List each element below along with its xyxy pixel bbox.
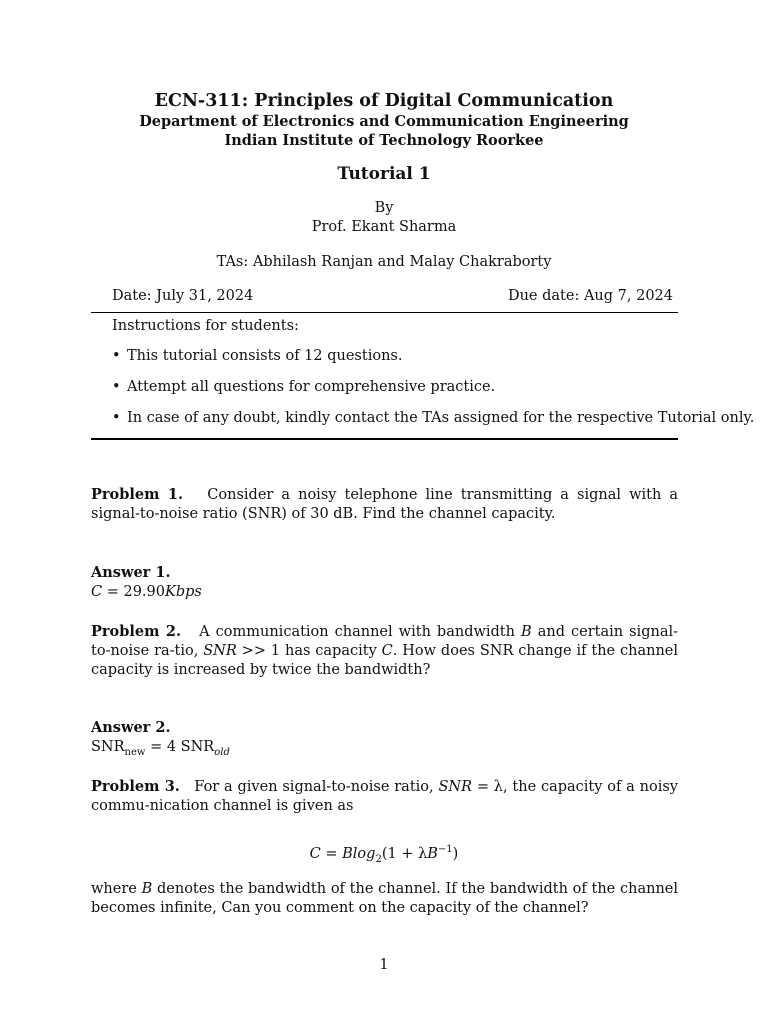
- bullet-icon: •: [112, 410, 121, 426]
- instruction-item: • Attempt all questions for comprehensive practice.: [112, 379, 496, 395]
- answer-label: Answer 2.: [91, 719, 171, 736]
- problem-text: Consider a noisy telephone line transmitting a signal with a signal-to-noise ratio (SNR) of 30 dB. Find the channel capacity.: [91, 487, 678, 522]
- by-label: By: [374, 200, 394, 216]
- problem-1: [91, 485, 678, 524]
- issue-date: Date: July 31, 2024: [112, 288, 254, 304]
- problem-label: Problem 3.: [91, 778, 180, 795]
- problem-2: Problem 2. A communication channel with bandwidth B and certain signal-to-noise ra-tio, SNR >> 1 has capacity C. How does SNR change if the channel capacity is increased by twice the bandwidth?: [91, 623, 678, 678]
- answer-1: Answer 1. C = 29.90Kbps: [91, 564, 202, 600]
- course-title: ECN-311: Principles of Digital Communication: [154, 91, 614, 111]
- problem-label: Problem 2.: [91, 623, 182, 640]
- answer-label: Answer 1.: [91, 564, 171, 581]
- problem-3: Problem 3. For a given signal-to-noise ratio, SNR = λ, the capacity of a noisy commu-nication channel is given as: [91, 778, 678, 814]
- instructions-title: Instructions for students:: [112, 318, 299, 334]
- problem-label: Problem 1.: [91, 486, 184, 503]
- tas-line: TAs: Abhilash Ranjan and Malay Chakraborty: [216, 254, 552, 270]
- bullet-icon: •: [112, 348, 121, 364]
- institute-name: Indian Institute of Technology Roorkee: [224, 132, 544, 149]
- bottom-rule: [91, 438, 678, 440]
- professor-name: Prof. Ekant Sharma: [311, 219, 457, 235]
- problem-3-continuation: where B denotes the bandwidth of the channel. If the bandwidth of the channel becomes infinite, Can you comment on the capacity of the channel?: [91, 881, 678, 916]
- page-number: 1: [379, 957, 389, 973]
- instruction-item: • This tutorial consists of 12 questions.: [112, 348, 403, 364]
- answer-2: Answer 2. $SNR_{new} = 4$ $SNR_{old}$: [91, 719, 230, 758]
- bullet-icon: •: [112, 379, 121, 395]
- department-name: Department of Electronics and Communication Engineering: [139, 113, 629, 130]
- instruction-item: • In case of any doubt, kindly contact the TAs assigned for the respective Tutorial only.: [112, 410, 755, 426]
- top-rule: [91, 312, 678, 313]
- capacity-equation: $C = Blog_2(1 + \lambda B^{-1})$: [309, 844, 459, 865]
- due-date: Due date: Aug 7, 2024: [507, 288, 673, 304]
- tutorial-title: Tutorial 1: [337, 164, 431, 184]
